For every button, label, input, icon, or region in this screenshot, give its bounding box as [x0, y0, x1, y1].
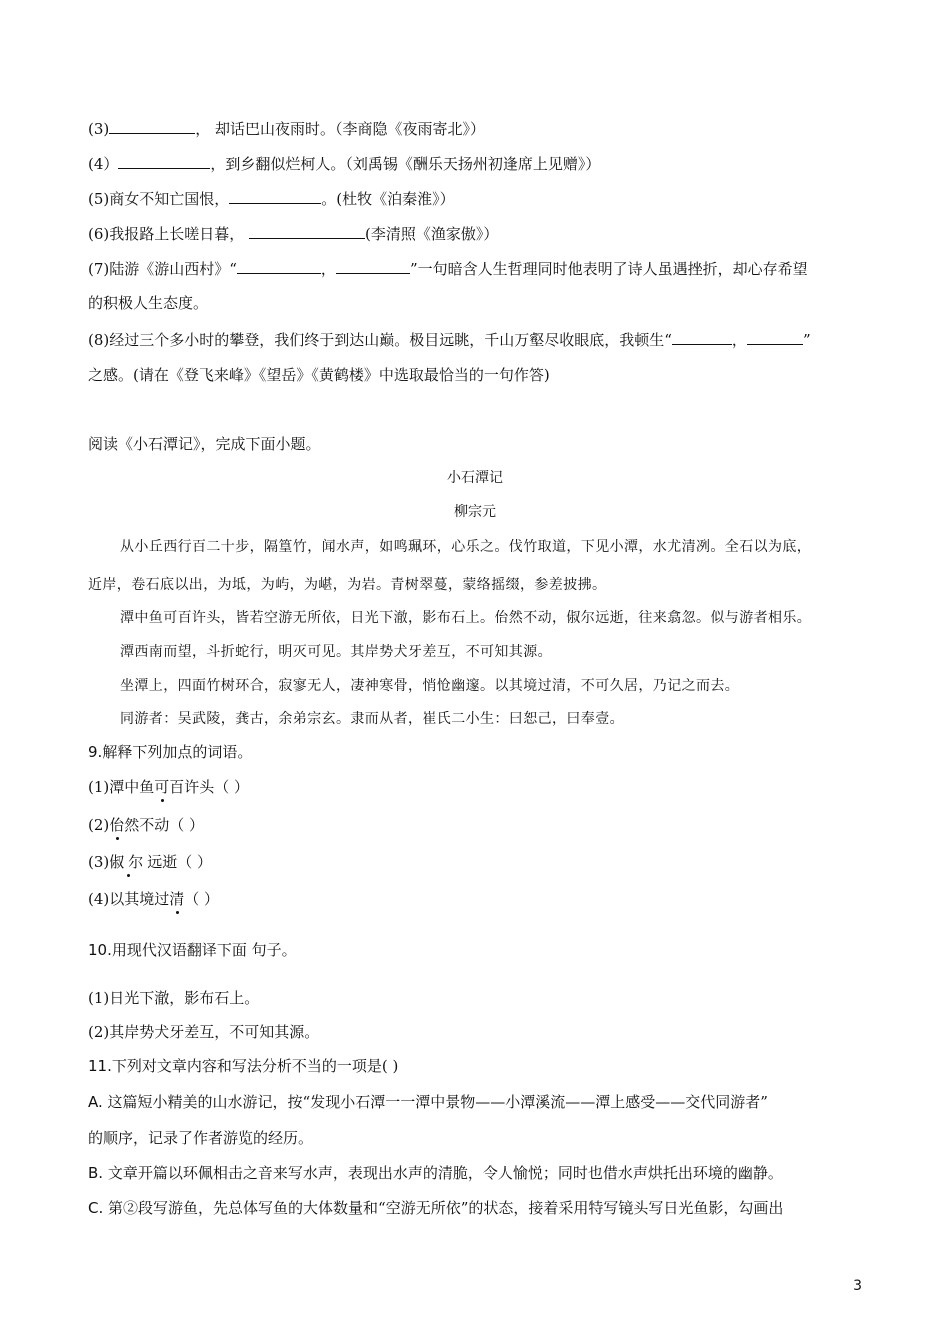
question-9 [88, 742, 252, 762]
answer-blank[interactable] [109, 118, 195, 134]
article-paragraph: 潭中鱼可百许头，皆若空游无所依，日光下澈，影布石上。佁然不动，俶尔远逝，往来翕忽。似与游者相乐。 [120, 610, 812, 626]
q10-item-1: (1)日光下澈，影布石上。 [88, 989, 260, 1007]
item-prefix: (8)经过三个多小时的攀登，我们终于到达山巅。极目远眺，千山万壑尽收眼底，我顿生“ [88, 331, 672, 349]
q9-item-3 [88, 852, 212, 872]
question-stem: 用现代汉语翻译下面 句子。 [111, 941, 297, 959]
option-label: C. [88, 1199, 104, 1217]
item-text: 然不动（ ） [124, 816, 205, 834]
question-11 [88, 1056, 398, 1076]
option-label: B. [88, 1164, 104, 1182]
item-prefix: (7)陆游《游山西村》“ [88, 260, 237, 278]
question-number: 10. [88, 941, 112, 959]
article-author: 柳宗元 [454, 504, 496, 520]
article-title: 小石潭记 [447, 470, 503, 486]
item-text: （ ） [184, 890, 220, 908]
q9-item-4 [88, 889, 219, 909]
fill-in-item-4 [88, 153, 600, 174]
answer-blank[interactable] [229, 188, 321, 204]
item-text: (李清照《渔家傲》） [365, 225, 499, 243]
fill-in-item-8-cont: 之感。(请在《登飞来峰》《望岳》《黄鹤楼》中选取最恰当的一句作答) [88, 366, 550, 384]
item-text: (1)潭中鱼 [88, 778, 155, 796]
page-number: 3 [853, 1278, 862, 1294]
answer-blank[interactable] [672, 329, 732, 345]
option-text: 这篇短小精美的山水游记，按“发现小石潭一一潭中景物——小潭溪流——潭上感受——交代同游者” [107, 1093, 768, 1111]
option-text: 文章开篇以环佩相击之音来写水声，表现出水声的清脆，令人愉悦；同时也借水声烘托出环境的幽静。 [107, 1164, 783, 1182]
article-paragraph-cont: 近岸，卷石底以出，为坻，为屿，为嵁，为岩。青树翠蔓，蒙络摇缀，参差披拂。 [88, 577, 607, 593]
article-paragraph: 坐潭上，四面竹树环合，寂寥无人，凄神寒骨，悄怆幽邃。以其境过清，不可久居，乃记之而去。 [120, 678, 740, 694]
article-paragraph: 潭西南而望，斗折蛇行，明灭可见。其岸势犬牙差互，不可知其源。 [120, 644, 552, 660]
item-text: ”一句暗含人生哲理同时他表明了诗人虽遇挫折，却心存希望 [409, 260, 808, 278]
item-text: 。(杜牧《泊秦淮》） [321, 190, 455, 208]
dotted-word: 清 [169, 890, 185, 908]
article-paragraph: 同游者：吴武陵，龚古，余弟宗玄。隶而从者，崔氏二小生：曰恕己，曰奉壹。 [120, 711, 624, 727]
item-text: 远逝（ ） [147, 853, 213, 871]
fill-in-item-7-cont: 的积极人生态度。 [88, 294, 209, 312]
item-text: (2) [88, 816, 110, 834]
item-text: 百许头（ ） [169, 778, 250, 796]
option-label: A. [88, 1093, 103, 1111]
fill-in-item-7 [88, 258, 808, 279]
dotted-word: 俶尔 [109, 853, 148, 871]
item-prefix: (4） [88, 155, 119, 173]
q9-item-2 [88, 815, 204, 835]
option-b [88, 1163, 783, 1183]
reading-intro: 阅读《小石潭记》，完成下面小题。 [88, 435, 321, 453]
item-text: (3) [88, 853, 110, 871]
fill-in-item-3 [88, 118, 485, 139]
item-text: (4)以其境过 [88, 890, 170, 908]
question-10 [88, 940, 297, 960]
question-number: 9. [88, 743, 103, 761]
item-prefix: (6)我报路上长嗟日暮， [88, 225, 250, 243]
question-number: 11. [88, 1057, 112, 1075]
option-c [88, 1198, 783, 1218]
answer-blank[interactable] [336, 258, 410, 274]
option-a-cont: 的顺序，记录了作者游览的经历。 [88, 1129, 314, 1147]
dotted-word: 可 [154, 778, 170, 796]
fill-in-item-5 [88, 188, 455, 209]
item-text: ，到乡翻似烂柯人。（刘禹锡《酬乐天扬州初逢席上见赠》） [210, 155, 601, 173]
answer-blank[interactable] [249, 223, 365, 239]
separator: ， [320, 260, 336, 278]
fill-in-item-8 [88, 329, 811, 350]
question-stem: 下列对文章内容和写法分析不当的一项是( ) [111, 1057, 399, 1075]
item-text: ” [802, 331, 811, 349]
option-a [88, 1092, 768, 1112]
item-prefix: (3) [88, 120, 110, 138]
q10-item-2: (2)其岸势犬牙差互，不可知其源。 [88, 1023, 320, 1041]
article-paragraph: 从小丘西行百二十步，隔篁竹，闻水声，如鸣珮环，心乐之。伐竹取道，下见小潭，水尤清冽。全石以为底， [120, 539, 812, 555]
question-stem: 解释下列加点的词语。 [102, 743, 253, 761]
option-text: 第②段写游鱼，先总体写鱼的大体数量和“空游无所依”的状态，接着采用特写镜头写日光鱼影，勾画出 [108, 1199, 784, 1217]
answer-blank[interactable] [747, 329, 803, 345]
item-prefix: (5)商女不知亡国恨， [88, 190, 230, 208]
answer-blank[interactable] [237, 258, 321, 274]
dotted-word: 佁 [109, 816, 125, 834]
fill-in-item-6 [88, 223, 498, 244]
item-text: ， 却话巴山夜雨时。（李商隐《夜雨寄北》） [195, 120, 486, 138]
q9-item-1 [88, 777, 249, 797]
answer-blank[interactable] [118, 153, 210, 169]
separator: ， [731, 331, 747, 349]
